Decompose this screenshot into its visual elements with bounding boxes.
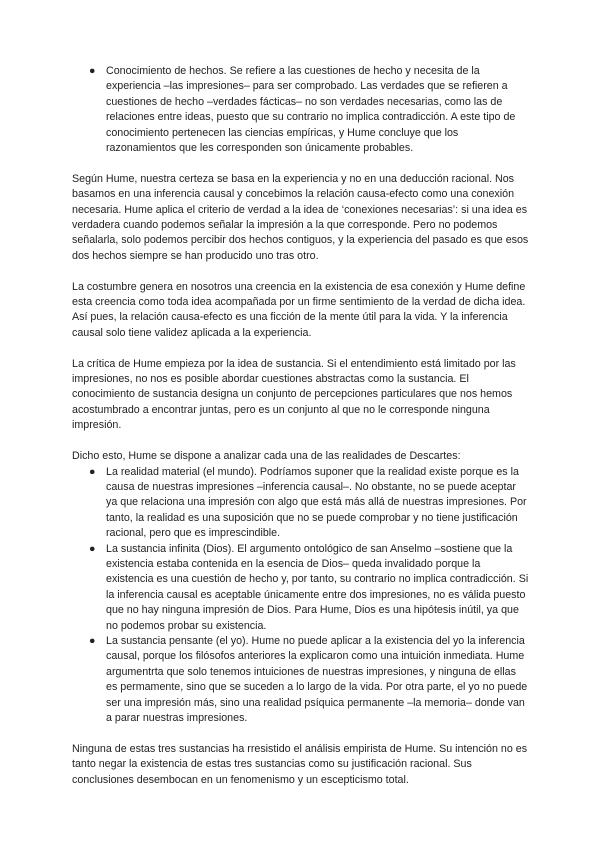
document-body bbox=[72, 64, 530, 803]
paragraph-custom: La costumbre genera en nosotros una creencia en la existencia de esa conexión y Hume define esta creencia como toda idea acompañada por un firme sentimiento de la verdad de dicha idea. Así pues, la relación causa-efecto es una ficción de la mente útil para la vida. Y la inferencia causal solo tiene validez aplicada a la experiencia. bbox=[72, 280, 526, 339]
bullet-thinking-substance bbox=[72, 634, 530, 726]
paragraph-certainty: Según Hume, nuestra certeza se basa en la experiencia y no en una deducción racional. Nos basamos en una inferencia causal y concebimos la relación causa-efecto como una conexión necesaria. Hume aplica el criterio de verdad a la idea de ‘conexiones necesarias’: si una idea es verdadera cuando podemos señalar la impresión a la que corresponde. Pero no podemos señalarla, solo podemos percibir dos hechos contiguos, y la experiencia del pasado es que esos dos hechos siempre se han producido uno tras otro. bbox=[72, 172, 529, 262]
bullet-icon: ● bbox=[89, 65, 96, 77]
bullet-material-reality bbox=[72, 465, 530, 542]
bullet-knowledge-of-facts bbox=[72, 64, 530, 156]
substances-list bbox=[72, 465, 530, 727]
paragraph-descartes-intro: Dicho esto, Hume se dispone a analizar cada una de las realidades de Descartes: bbox=[72, 450, 461, 463]
paragraph-substance-critique: La crítica de Hume empieza por la idea de sustancia. Si el entendimiento está limitado por las impresiones, no nos es posible abordar cuestiones abstractas como la sustancia. El conocimiento de sustancia designa un conjunto de percepciones particulares que nos hemos acostumbrado a encontrar juntas, pero es un conjunto al que no le corresponde ninguna impresión. bbox=[72, 357, 516, 432]
bullet-icon: ● bbox=[89, 465, 96, 478]
bullet-text: Conocimiento de hechos. Se refiere a las cuestiones de hecho y necesita de la experiencia –las impresiones– para ser comprobado. Las verdades que se refieren a cuestiones de hecho –verdades fácticas– no son verdades necesarias, como las de relaciones entre ideas, puesto que su contrario no implica contradicción. A este tipo de conocimiento pertenecen las ciencias empíricas, y Hume concluye que los razonamientos que les corresponden son únicamente probables. bbox=[106, 65, 516, 155]
bullet-icon: ● bbox=[89, 634, 96, 647]
bullet-icon: ● bbox=[89, 542, 96, 555]
paragraph-conclusion: Ninguna de estas tres sustancias ha rresistido el análisis empirista de Hume. Su intención no es tanto negar la existencia de estas tres sustancias como su justificación racional. Sus conclusiones desembocan en un fenomenismo y un escepticismo total. bbox=[72, 742, 528, 786]
bullet-text: La sustancia pensante (el yo). Hume no puede aplicar a la existencia del yo la inferencia causal, porque los filósofos anteriores la explicaron como una intuición inmediata. Hume argumentrta que solo tenemos intuiciones de nuestras impresiones, y ninguna de ellas es permamente, sino que se suceden a lo largo de la vida. Por otra parte, el yo no puede ser una impresión más, sino una realidad psíquica permanente –la memoria– donde van a parar nuestras impresiones. bbox=[106, 634, 528, 724]
top-bullet-list bbox=[72, 64, 530, 156]
bullet-text: La realidad material (el mundo). Podríamos suponer que la realidad existe porque es la causa de nuestras impresiones –inferencia causal–. No obstante, no se puede aceptar ya que relaciona una impresión con algo que está más allá de nuestras impresiones. Por tanto, la realidad es una suposición que no se puede comprobar y no tiene justificación racional, pero que es imprescindible. bbox=[106, 465, 527, 540]
bullet-infinite-substance bbox=[72, 542, 530, 634]
bullet-text: La sustancia infinita (Dios). El argumento ontológico de san Anselmo –sostiene que la existencia estaba contenida en la esencia de Dios– queda invalidado porque la existencia es una cuestión de hecho y, por tanto, su contrario no implica contradicción. Si la inferencia causal es aceptable únicamente entre dos impresiones, no es válida puesto que no hay ninguna impresión de Dios. Para Hume, Dios es una hipótesis inútil, ya que no podemos probar su existencia. bbox=[106, 542, 529, 632]
